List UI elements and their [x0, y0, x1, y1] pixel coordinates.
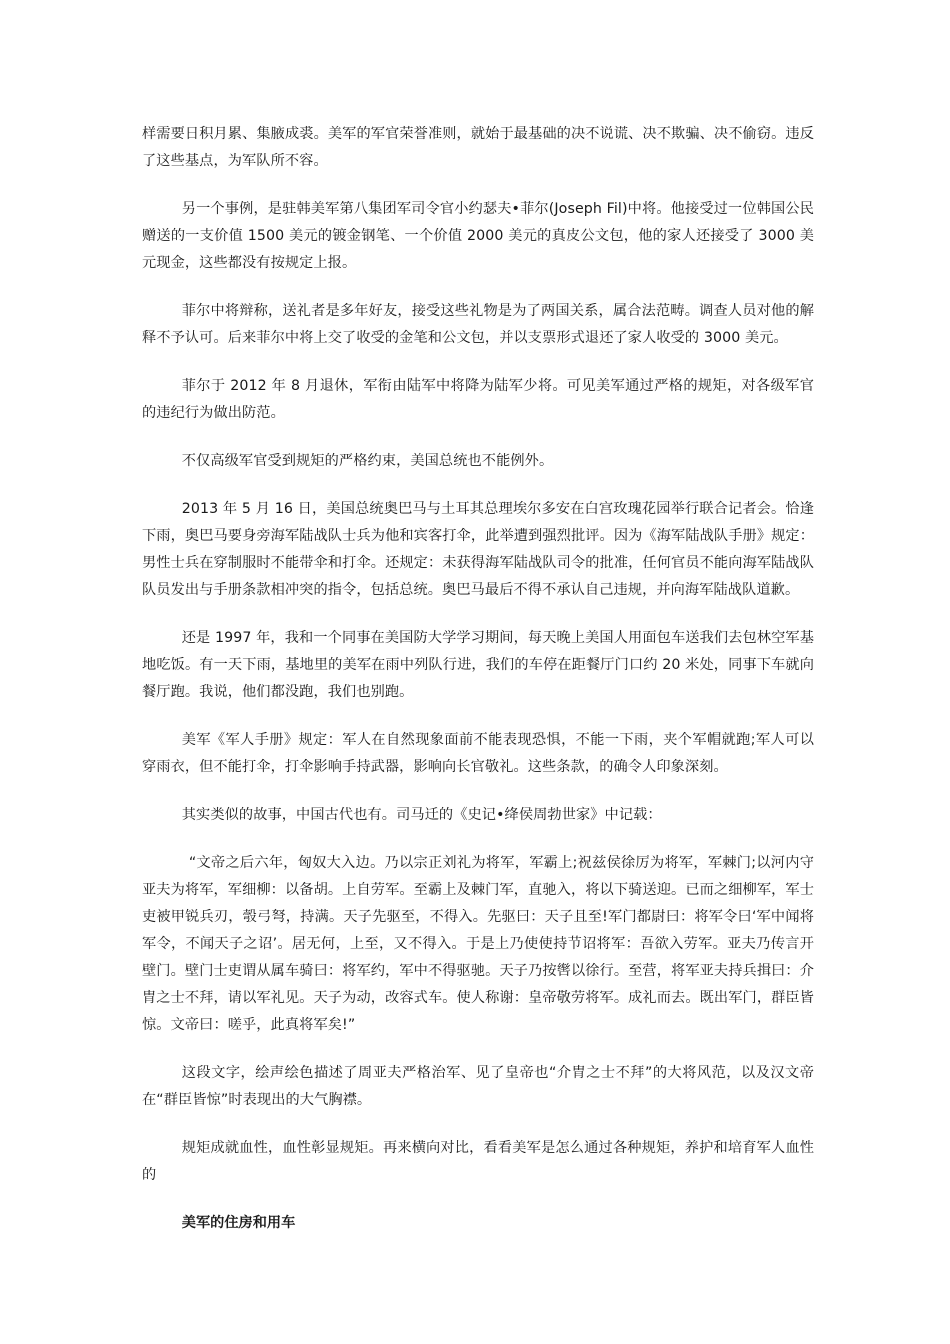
document-page	[142, 121, 814, 1237]
paragraph-president-rule: 不仅高级军官受到规矩的严格约束，美国总统也不能例外。	[181, 453, 554, 469]
paragraph-ancient-china: 其实类似的故事，中国古代也有。司马迁的《史记•绛侯周勃世家》中记载：	[181, 807, 662, 823]
paragraph-1997-rain: 还是 1997 年，我和一个同事在美国防大学学习期间，每天晚上美国人用面包车送我们去包林空军基地吃饭。有一天下雨，基地里的美军在雨中列队行进，我们的车停在距餐厅门口约 20 米处，同事下车就向餐厅跑。我说，他们都没跑，我们也别跑。	[142, 630, 814, 700]
paragraph-soldier-manual: 美军《军人手册》规定：军人在自然现象面前不能表现恐惧，不能一下雨，夹个军帽就跑;军人可以穿雨衣，但不能打伞，打伞影响手持武器，影响向长官敬礼。这些条款，的确令人印象深刻。	[142, 732, 814, 775]
section-heading: 美军的住房和用车	[181, 1215, 296, 1231]
paragraph-transition: 规矩成就血性，血性彰显规矩。再来横向对比，看看美军是怎么通过各种规矩，养护和培育军人血性的	[142, 1140, 814, 1183]
paragraph-fil-defense: 菲尔中将辩称，送礼者是多年好友，接受这些礼物是为了两国关系，属合法范畴。调查人员对他的解释不予认可。后来菲尔中将上交了收受的金笔和公文包，并以支票形式退还了家人收受的 3000 美元。	[142, 303, 814, 346]
paragraph-obama-umbrella: 2013 年 5 月 16 日，美国总统奥巴马与土耳其总理埃尔多安在白宫玫瑰花园举行联合记者会。恰逢下雨，奥巴马要身旁海军陆战队士兵为他和宾客打伞，此举遭到强烈批评。因为《海军陆战队手册》规定：男性士兵在穿制服时不能带伞和打伞。还规定：未获得海军陆战队司令的批准，任何官员不能向海军陆战队队员发出与手册条款相冲突的指令，包括总统。奥巴马最后不得不承认自己违规，并向海军陆战队道歉。	[142, 501, 814, 598]
paragraph-continuation: 样需要日积月累、集腋成裘。美军的军官荣誉准则，就始于最基础的决不说谎、决不欺骗、决不偷窃。违反了这些基点，为军队所不容。	[142, 126, 814, 169]
paragraph-fil-retirement: 菲尔于 2012 年 8 月退休，军衔由陆军中将降为陆军少将。可见美军通过严格的规矩，对各级军官的违纪行为做出防范。	[142, 378, 814, 421]
paragraph-fil-case: 另一个事例，是驻韩美军第八集团军司令官小约瑟夫•菲尔(Joseph Fil)中将。他接受过一位韩国公民赠送的一支价值 1500 美元的镀金钢笔、一个价值 2000 美元的真皮公文包，他的家人还接受了 3000 美元现金，这些都没有按规定上报。	[142, 201, 814, 271]
paragraph-commentary: 这段文字，绘声绘色描述了周亚夫严格治军、见了皇帝也“介胄之士不拜”的大将风范，以及汉文帝在“群臣皆惊”时表现出的大气胸襟。	[142, 1065, 814, 1108]
paragraph-shiji-quote: “文帝之后六年，匈奴大入边。乃以宗正刘礼为将军，军霸上;祝兹侯徐厉为将军，军棘门;以河内守亚夫为将军，军细柳：以备胡。上自劳军。至霸上及棘门军，直驰入，将以下骑送迎。已而之细柳军，军士吏被甲锐兵刃，彀弓弩，持满。天子先驱至，不得入。先驱曰：天子且至!军门都尉曰：将军令曰‘军中闻将军令，不闻天子之诏’。居无何，上至，又不得入。于是上乃使使持节诏将军：吾欲入劳军。亚夫乃传言开壁门。壁门士吏谓从属车骑曰：将军约，军中不得驱驰。天子乃按辔以徐行。至营，将军亚夫持兵揖曰：介胄之士不拜，请以军礼见。天子为动，改容式车。使人称谢：皇帝敬劳将军。成礼而去。既出军门，群臣皆惊。文帝曰：嗟乎，此真将军矣!”	[142, 855, 814, 1033]
